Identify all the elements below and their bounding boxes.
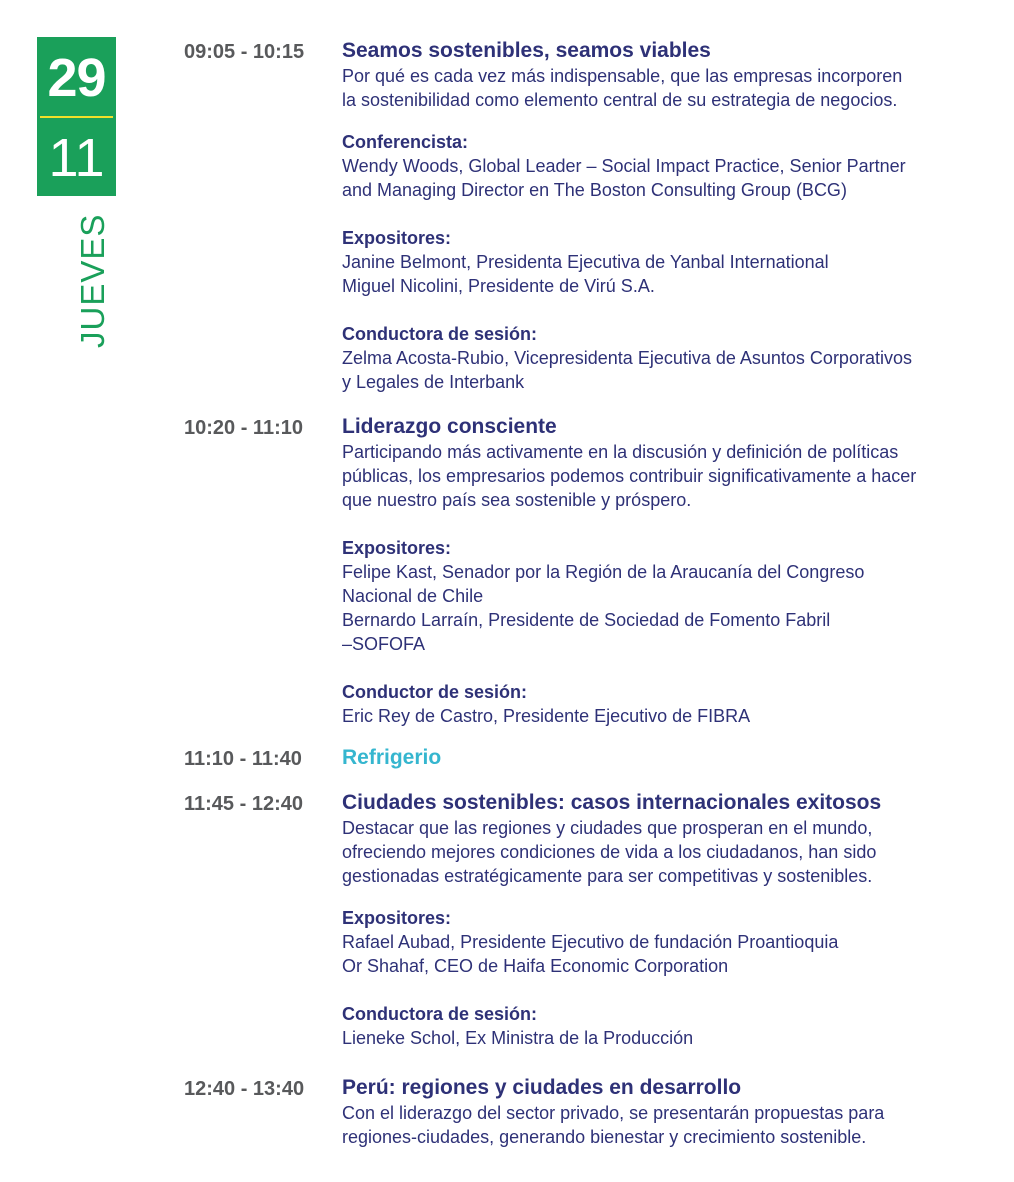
- description-line: Participando más activamente en la discusión y definición de políticas: [342, 442, 899, 462]
- session-content: [342, 38, 982, 394]
- speaker-role: Expositores:: [342, 538, 452, 558]
- speaker-line: Zelma Acosta-Rubio, Vicepresidenta Ejecutiva de Asuntos Corporativos: [342, 348, 912, 368]
- speaker-line: Lieneke Schol, Ex Ministra de la Producción: [342, 1028, 694, 1048]
- session-content: [342, 414, 982, 728]
- speaker-line: y Legales de Interbank: [342, 372, 525, 392]
- session-description: [342, 64, 982, 112]
- speaker-line: Felipe Kast, Senador por la Región de la Araucanía del Congreso: [342, 562, 865, 582]
- description-line: públicas, los empresarios podemos contribuir significativamente a hacer: [342, 466, 917, 486]
- session-description: [342, 440, 982, 512]
- description-line: la sostenibilidad como elemento central de su estrategia de negocios.: [342, 90, 898, 110]
- speaker-line: Eric Rey de Castro, Presidente Ejecutivo de FIBRA: [342, 706, 751, 726]
- session-title: Ciudades sostenibles: casos internacionales exitosos: [342, 791, 882, 814]
- description-line: Destacar que las regiones y ciudades que prosperan en el mundo,: [342, 818, 873, 838]
- date-weekday: JUEVES: [74, 213, 111, 348]
- speaker-role: Conductora de sesión:: [342, 324, 538, 344]
- speaker-role: Conferencista:: [342, 132, 469, 152]
- speaker-group: [342, 680, 982, 728]
- session-time: 10:20 - 11:10: [184, 417, 303, 439]
- description-line: Con el liderazgo del sector privado, se presentarán propuestas para: [342, 1103, 885, 1123]
- session-time: 11:10 - 11:40: [184, 748, 302, 770]
- speaker-role: Expositores:: [342, 228, 452, 248]
- session-description: [342, 1101, 982, 1149]
- speaker-line: Wendy Woods, Global Leader – Social Impact Practice, Senior Partner: [342, 156, 906, 176]
- session-title: Perú: regiones y ciudades en desarrollo: [342, 1076, 742, 1099]
- break-title: Refrigerio: [342, 746, 442, 769]
- session-title: Liderazgo consciente: [342, 415, 557, 438]
- session-time: 09:05 - 10:15: [184, 41, 305, 63]
- session-title: Seamos sostenibles, seamos viables: [342, 39, 711, 62]
- date-month: 11: [48, 128, 105, 188]
- speaker-role: Expositores:: [342, 908, 452, 928]
- description-line: regiones-ciudades, generando bienestar y crecimiento sostenible.: [342, 1127, 867, 1147]
- speaker-group: [342, 1002, 982, 1050]
- date-divider: [40, 116, 113, 118]
- speaker-role: Conductor de sesión:: [342, 682, 528, 702]
- session-time: 11:45 - 12:40: [184, 793, 303, 815]
- speaker-group: [342, 536, 982, 656]
- description-line: Por qué es cada vez más indispensable, que las empresas incorporen: [342, 66, 903, 86]
- session-content: [342, 1075, 982, 1149]
- speaker-group: [342, 226, 982, 298]
- speaker-line: Bernardo Larraín, Presidente de Sociedad de Fomento Fabril: [342, 610, 831, 630]
- description-line: que nuestro país sea sostenible y próspero.: [342, 490, 692, 510]
- session-content: [342, 745, 982, 771]
- date-day: 29: [47, 48, 106, 108]
- speaker-group: [342, 130, 982, 202]
- speaker-line: Or Shahaf, CEO de Haifa Economic Corporation: [342, 956, 729, 976]
- speaker-group: [342, 906, 982, 978]
- speaker-group: [342, 322, 982, 394]
- speaker-role: Conductora de sesión:: [342, 1004, 538, 1024]
- speaker-line: Rafael Aubad, Presidente Ejecutivo de fundación Proantioquia: [342, 932, 839, 952]
- description-line: gestionadas estratégicamente para ser competitivas y sostenibles.: [342, 866, 873, 886]
- speaker-line: and Managing Director en The Boston Consulting Group (BCG): [342, 180, 847, 200]
- speaker-line: Nacional de Chile: [342, 586, 484, 606]
- speaker-line: Miguel Nicolini, Presidente de Virú S.A.: [342, 276, 655, 296]
- date-box: [37, 37, 116, 196]
- session-description: [342, 816, 982, 888]
- description-line: ofreciendo mejores condiciones de vida a los ciudadanos, han sido: [342, 842, 877, 862]
- speaker-line: Janine Belmont, Presidenta Ejecutiva de Yanbal International: [342, 252, 829, 272]
- session-content: [342, 790, 982, 1050]
- speaker-line: –SOFOFA: [342, 634, 426, 654]
- session-time: 12:40 - 13:40: [184, 1078, 305, 1100]
